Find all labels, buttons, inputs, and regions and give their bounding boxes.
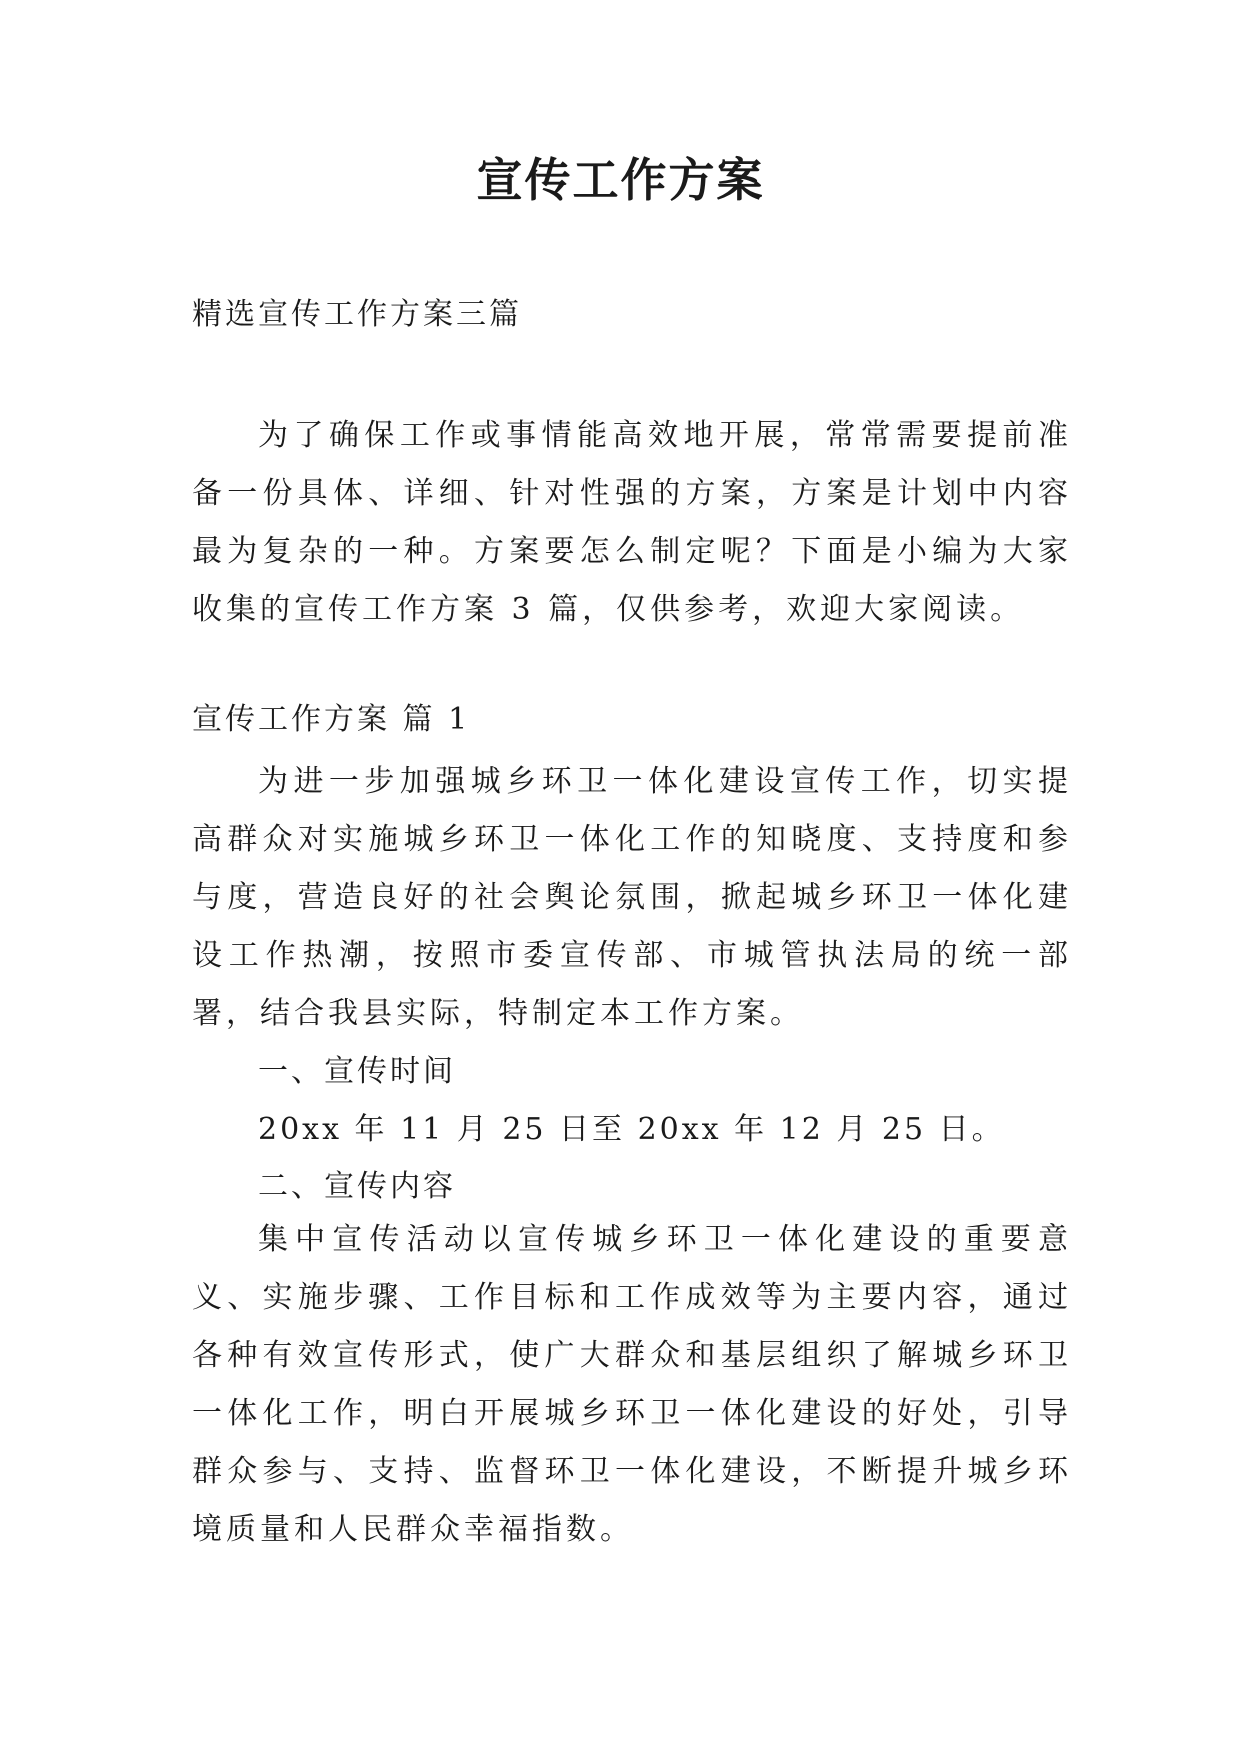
document-subtitle: 精选宣传工作方案三篇 — [192, 297, 522, 332]
section-heading: 宣传工作方案 篇 1 — [192, 702, 471, 737]
item-heading-content: 二、宣传内容 — [258, 1169, 456, 1204]
section-body-paragraph: 为进一步加强城乡环卫一体化建设宣传工作，切实提高群众对实施城乡环卫一体化工作的知晓度、支持度和参与度，营造良好的社会舆论氛围，掀起城乡环卫一体化建设工作热潮，按照市委宣传部、市城管执法局的统一部署，结合我县实际，特制定本工作方案。 — [192, 764, 1072, 1031]
item-text-content: 集中宣传活动以宣传城乡环卫一体化建设的重要意义、实施步骤、工作目标和工作成效等为主要内容，通过各种有效宣传形式，使广大群众和基层组织了解城乡环卫一体化工作，明白开展城乡环卫一体化建设的好处，引导群众参与、支持、监督环卫一体化建设，不断提升城乡环境质量和人民群众幸福指数。 — [192, 1222, 1072, 1547]
intro-paragraph: 为了确保工作或事情能高效地开展，常常需要提前准备一份具体、详细、针对性强的方案，方案是计划中内容最为复杂的一种。方案要怎么制定呢？下面是小编为大家收集的宣传工作方案 3 篇，仅供参考，欢迎大家阅读。 — [192, 418, 1072, 627]
document-title: 宣传工作方案 — [476, 153, 765, 207]
item-text-time: 20xx 年 11 月 25 日至 20xx 年 12 月 25 日。 — [258, 1112, 1005, 1147]
item-heading-time: 一、宣传时间 — [258, 1054, 456, 1089]
